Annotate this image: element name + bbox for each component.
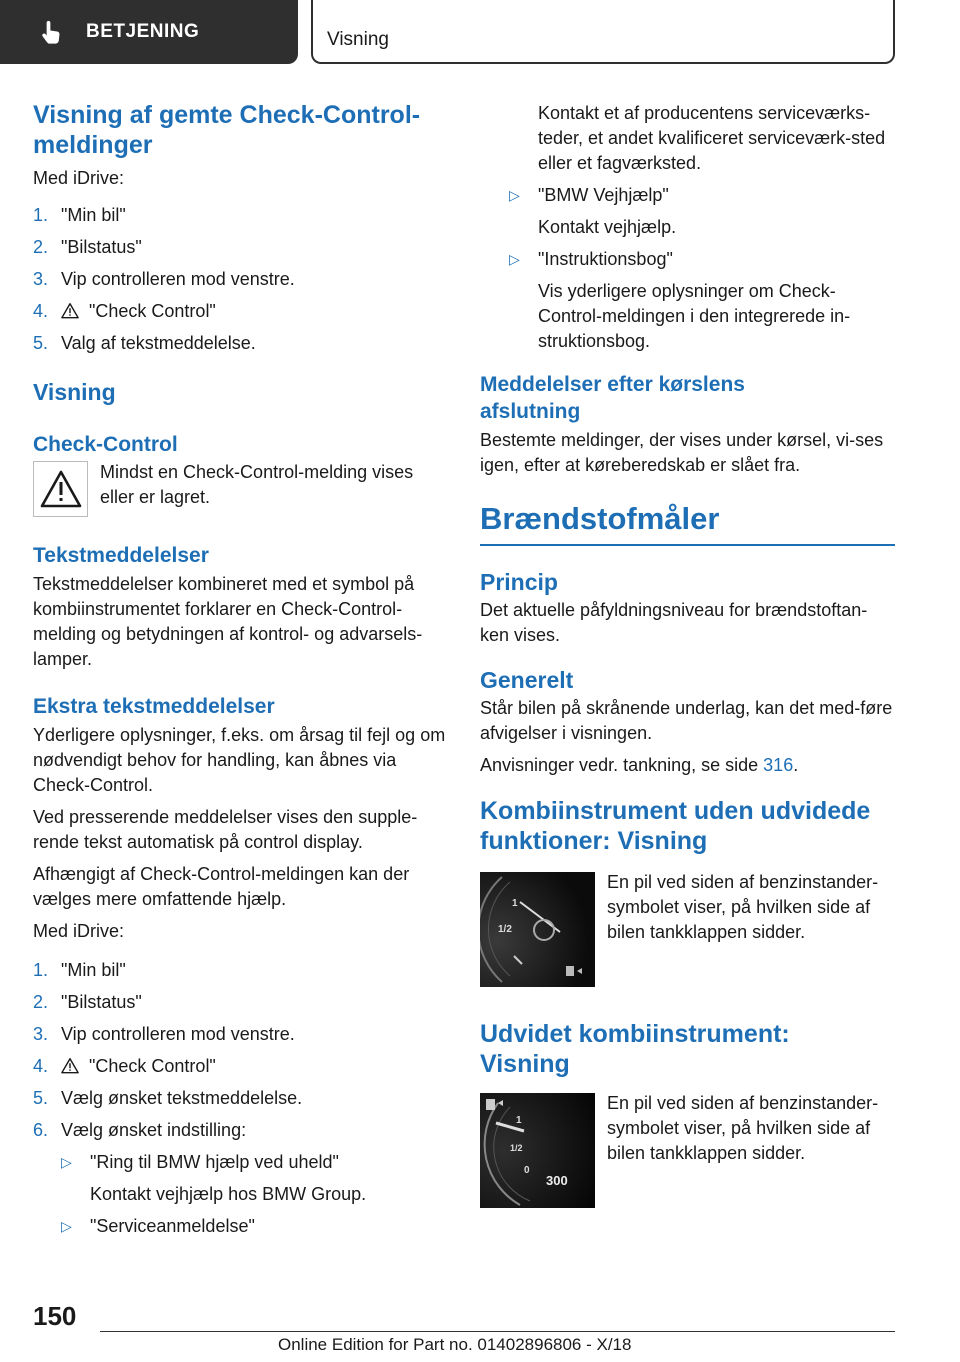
service-description: Kontakt et af producentens serviceværks-teder, et andet kvalificeret serviceværk-sted eller et fagværksted. — [538, 103, 886, 173]
steps-list-1 — [33, 203, 448, 356]
heading-fuel-gauge: Brændstofmåler — [480, 501, 720, 536]
footer-divider — [100, 1331, 895, 1332]
edition-text: Online Edition for Part no. 01402896806 - X/18 — [278, 1335, 632, 1354]
list-item: 2. "Bilstatus" — [33, 237, 142, 257]
check-control-note — [33, 460, 448, 518]
page-link[interactable]: 316 — [763, 755, 794, 775]
after-drive-paragraph: Bestemte meldinger, der vises under kørsel, vi-ses igen, efter at køreberedskab er slået fra. — [480, 430, 884, 475]
heading-combi-extended: Udvidet kombiinstrument: Visning — [480, 1020, 790, 1078]
right-column — [480, 101, 895, 1206]
fuel-gauge-image-basic — [480, 872, 595, 987]
options-list — [61, 1150, 448, 1239]
list-item: 3. Vip controlleren mod venstre. — [33, 269, 295, 289]
extra-paragraph-3: Afhængigt af Check-Control-meldingen kan der vælges mere omfattende hjælp. — [33, 864, 410, 909]
gauge-mark-one: 1 — [516, 1115, 522, 1126]
list-item: 4. "Check Control" — [33, 301, 216, 321]
general-paragraph: Står bilen på skrånende underlag, kan det med-føre afvigelser i visningen. — [480, 698, 893, 743]
gauge-mark-half: 1/2 — [498, 924, 512, 935]
option-item: ▷ "Serviceanmeldelse" — [61, 1216, 255, 1236]
list-item: 4. "Check Control" — [33, 1056, 216, 1076]
heading-combi-basic: Kombiinstrument uden udvidede funktioner: Visning — [480, 797, 871, 855]
heading-after-drive: Meddelelser efter kørslens afslutning — [480, 373, 745, 423]
warning-triangle-icon — [61, 1057, 79, 1074]
section-label: BETJENING — [86, 21, 200, 42]
text-messages-paragraph: Tekstmeddelelser kombineret med et symbol på kombiinstrumentet forklarer en Check-Control-melding og betydningen af kontrol- og advarsels-lamper. — [33, 574, 423, 669]
gauge-mark-zero: 0 — [524, 1165, 530, 1176]
heading-text-messages: Tekstmeddelelser — [33, 544, 209, 567]
list-item: 1. "Min bil" — [33, 205, 126, 225]
combi-extended-block — [480, 1091, 895, 1206]
fuel-gauge-section-title — [480, 500, 895, 546]
options-list-continued — [509, 183, 895, 354]
heading-check-control: Check-Control — [33, 433, 178, 456]
heading-general: Generelt — [480, 667, 574, 693]
warning-triangle-icon — [61, 302, 79, 319]
chapter-tab — [311, 0, 895, 64]
principle-paragraph: Det aktuelle påfyldningsniveau for brændstoftan-ken vises. — [480, 600, 868, 645]
with-idrive-1: Med iDrive: — [33, 168, 125, 188]
heading-stored-messages: Visning af gemte Check-Control-meldinger — [33, 101, 421, 159]
page-number: 150 — [33, 1301, 77, 1331]
speed-mark: 300 — [546, 1173, 568, 1188]
list-item: 5. Valg af tekstmeddelelse. — [33, 333, 256, 353]
fuel-gauge-image-extended — [480, 1093, 595, 1208]
with-idrive-2: Med iDrive: — [33, 921, 125, 941]
list-item: 1. "Min bil" — [33, 960, 126, 980]
check-control-text: Mindst en Check-Control-melding vises eller er lagret. — [100, 462, 414, 507]
list-item: 6. Vælg ønsket indstilling: ▷ "Ring til BMW hjælp ved uheld" Kontakt vejhjælp hos BMW Group. ▷ "Serviceanmeldelse" — [33, 1118, 448, 1239]
option-item: ▷ "Ring til BMW hjælp ved uheld" Kontakt vejhjælp hos BMW Group. — [61, 1152, 367, 1204]
left-column — [33, 100, 448, 1246]
refuel-reference: Anvisninger vedr. tankning, se side 316. — [480, 755, 799, 775]
page-footer — [0, 1298, 960, 1362]
extra-paragraph-1: Yderligere oplysninger, f.eks. om årsag til fejl og om nødvendigt behov for handling, kan åbnes via Check-Control. — [33, 725, 446, 795]
gauge-mark-half: 1/2 — [510, 1143, 523, 1153]
list-item: 2. "Bilstatus" — [33, 992, 142, 1012]
option-item: ▷ "BMW Vejhjælp" Kontakt vejhjælp. — [509, 185, 677, 237]
heading-visning: Visning — [33, 379, 116, 405]
hand-pointer-icon — [38, 18, 66, 46]
chapter-label: Visning — [327, 29, 389, 50]
heading-extra-messages: Ekstra tekstmeddelelser — [33, 695, 275, 718]
option-item: ▷ "Instruktionsbog" Vis yderligere oplysninger om Check-Control-meldingen i den integrerede in-struktionsbog. — [509, 249, 851, 351]
gauge-mark-one: 1 — [512, 898, 518, 909]
warning-triangle-icon — [39, 469, 83, 509]
extra-paragraph-2: Ved presserende meddelelser vises den supple-rende tekst automatisk på control display. — [33, 807, 418, 852]
list-item: 3. Vip controlleren mod venstre. — [33, 1024, 295, 1044]
steps-list-2 — [33, 958, 448, 1239]
combi-basic-block — [480, 870, 895, 985]
heading-principle: Princip — [480, 569, 558, 595]
combi-basic-paragraph: En pil ved siden af benzinstander-symbolet viser, på hvilken side af bilen tankklappen sidder. — [607, 872, 879, 942]
section-tab — [0, 0, 298, 64]
combi-extended-paragraph: En pil ved siden af benzinstander-symbolet viser, på hvilken side af bilen tankklappen sidder. — [607, 1093, 879, 1163]
list-item: 5. Vælg ønsket tekstmeddelelse. — [33, 1088, 303, 1108]
warning-box — [33, 461, 88, 517]
